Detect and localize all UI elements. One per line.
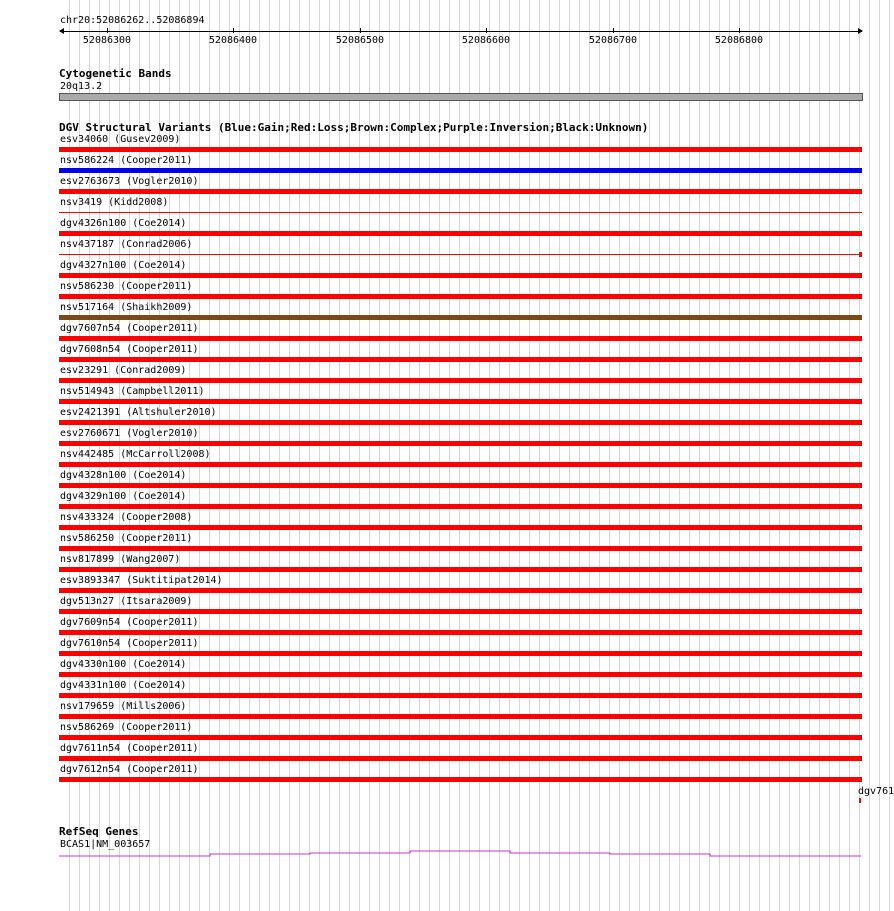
refseq-gene-label: BCAS1|NM_003657 xyxy=(60,839,151,850)
dgv-feature-label: nsv437187 (Conrad2006) xyxy=(60,239,193,250)
dgv-feature-label: dgv4326n100 (Coe2014) xyxy=(60,218,187,229)
dgv-feature-label: dgv7608n54 (Cooper2011) xyxy=(60,344,199,355)
ruler-tick-label: 52086800 xyxy=(714,35,764,46)
dgv-feature-label: dgv7611n54 (Cooper2011) xyxy=(60,743,199,754)
dgv-feature-label: dgv4329n100 (Coe2014) xyxy=(60,491,187,502)
cyto-track-title: Cytogenetic Bands xyxy=(59,67,172,80)
dgv-feature-label: nsv517164 (Shaikh2009) xyxy=(60,302,193,313)
cyto-band-label: 20q13.2 xyxy=(60,81,103,92)
dgv-feature-label: dgv7609n54 (Cooper2011) xyxy=(60,617,199,628)
dgv-feature-label: nsv586269 (Cooper2011) xyxy=(60,722,193,733)
ruler-tick-label: 52086600 xyxy=(461,35,511,46)
dgv-track-title: DGV Structural Variants (Blue:Gain;Red:Loss;Brown:Complex;Purple:Inversion;Black:Unknown) xyxy=(59,121,649,134)
dgv-feature-label: dgv4327n100 (Coe2014) xyxy=(60,260,187,271)
dgv-feature-label: esv23291 (Conrad2009) xyxy=(60,365,187,376)
dgv-feature-label: esv2760671 (Vogler2010) xyxy=(60,428,199,439)
dgv-feature-label: dgv4330n100 (Coe2014) xyxy=(60,659,187,670)
dgv-feature-label: dgv7607n54 (Cooper2011) xyxy=(60,323,199,334)
dgv-feature-label: nsv433324 (Cooper2008) xyxy=(60,512,193,523)
dgv-feature-label: nsv179659 (Mills2006) xyxy=(60,701,187,712)
dgv-feature-label: dgv4328n100 (Coe2014) xyxy=(60,470,187,481)
dgv-feature-label: nsv514943 (Campbell2011) xyxy=(60,386,205,397)
dgv-feature-label: nsv442485 (McCarroll2008) xyxy=(60,449,211,460)
location-label: chr20:52086262..52086894 xyxy=(60,15,205,26)
dgv-feature-label: dgv4331n100 (Coe2014) xyxy=(60,680,187,691)
dgv-feature-label: nsv586224 (Cooper2011) xyxy=(60,155,193,166)
ruler-tick-label: 52086500 xyxy=(335,35,385,46)
ruler-tick-label: 52086300 xyxy=(82,35,132,46)
dgv-feature-label: dgv7610n54 (Cooper2011) xyxy=(60,638,199,649)
dgv-feature-label: dgv513n27 (Itsara2009) xyxy=(60,596,193,607)
dgv-feature-label: esv2763673 (Vogler2010) xyxy=(60,176,199,187)
ruler-tick-label: 52086400 xyxy=(208,35,258,46)
dgv-feature-label: dgv7612n54 (Cooper2011) xyxy=(60,764,199,775)
dgv-feature-label: esv3893347 (Suktitipat2014) xyxy=(60,575,223,586)
dgv-feature-label: nsv3419 (Kidd2008) xyxy=(60,197,169,208)
dgv-feature-label: esv2421391 (Altshuler2010) xyxy=(60,407,217,418)
dgv-feature-label: esv34060 (Gusev2009) xyxy=(60,134,181,145)
dgv-feature-label: nsv817899 (Wang2007) xyxy=(60,554,181,565)
refseq-track-title: RefSeq Genes xyxy=(59,825,139,838)
refseq-gene-line xyxy=(59,851,861,856)
dgv-feature-label: nsv586230 (Cooper2011) xyxy=(60,281,193,292)
dgv-overflow-label: dgv761 xyxy=(858,786,894,797)
ruler-tick-label: 52086700 xyxy=(588,35,638,46)
dgv-feature-label: nsv586250 (Cooper2011) xyxy=(60,533,193,544)
